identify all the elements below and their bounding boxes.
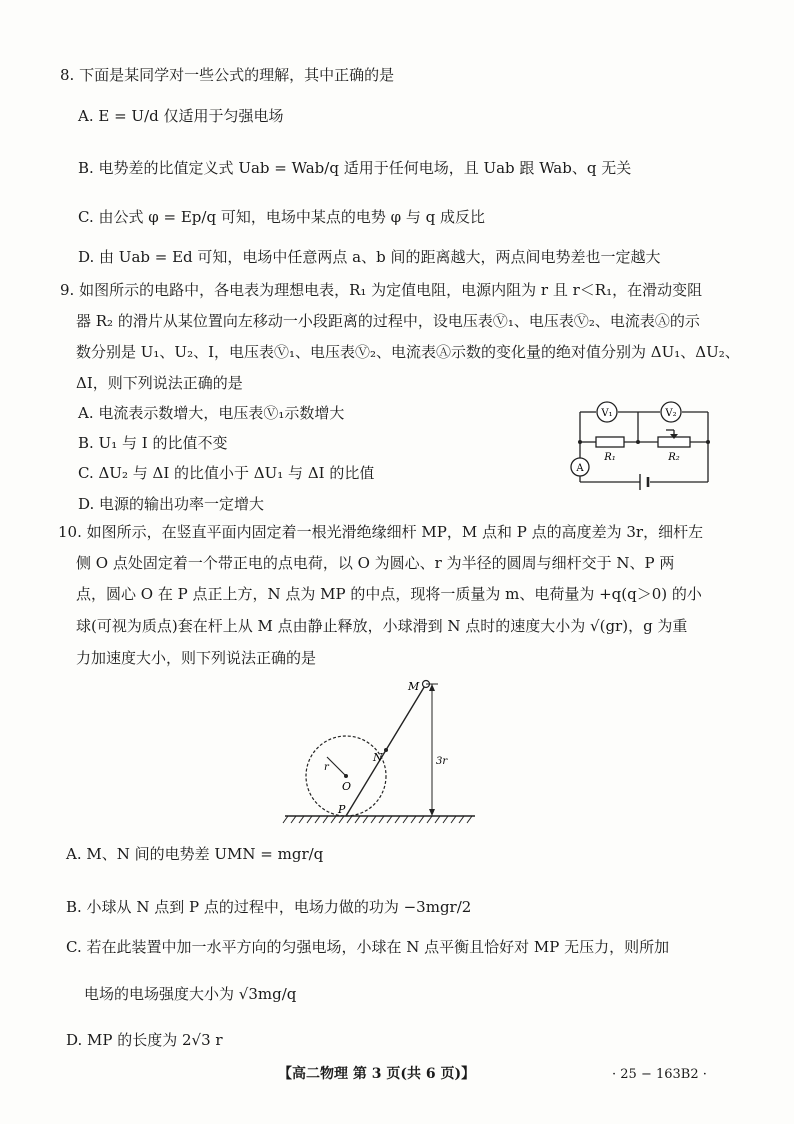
q8-stem: 8. 下面是某同学对一些公式的理解，其中正确的是 <box>60 66 395 84</box>
q10-stem-line2: 侧 O 点处固定着一个带正电的点电荷，以 O 为圆心、r 为半径的圆周与细杆交于 N、P 两 <box>76 554 675 572</box>
label-o: O <box>342 780 352 793</box>
q8-option-b: B. 电势差的比值定义式 Uab = Wab/q 适用于任何电场，且 Uab 跟 Wab、q 无关 <box>78 159 632 177</box>
q10-stem-line1: 10. 如图所示，在竖直平面内固定着一根光滑绝缘细杆 MP，M 点和 P 点的高度差为 3r，细杆左 <box>58 523 704 541</box>
q10-option-c-line1: C. 若在此装置中加一水平方向的匀强电场，小球在 N 点平衡且恰好对 MP 无压力，则所加 <box>66 938 670 956</box>
q10-option-c-line2: 电场的电场强度大小为 √3mg/q <box>84 985 297 1003</box>
q10-stem-line3: 点，圆心 O 在 P 点正上方，N 点为 MP 的中点，现将一质量为 m、电荷量为 +q(q＞0) 的小 <box>76 585 702 603</box>
label-p: P <box>338 803 346 816</box>
ammeter-label: A <box>576 463 584 474</box>
q10-option-b: B. 小球从 N 点到 P 点的过程中，电场力做的功为 −3mgr/2 <box>66 898 472 916</box>
rod-circle-figure <box>280 676 480 826</box>
footer-page-label: 【高二物理 第 3 页(共 6 页)】 <box>278 1066 476 1082</box>
resistor-r1 <box>596 437 624 447</box>
q9-stem-line2: 器 R₂ 的滑片从某位置向左移动一小段距离的过程中，设电压表Ⓥ₁、电压表Ⓥ₂、电流表Ⓐ的示 <box>76 312 700 330</box>
r2-label: R₂ <box>668 452 680 463</box>
v2-label: V₂ <box>665 408 677 419</box>
q9-option-a: A. 电流表示数增大，电压表Ⓥ₁示数增大 <box>78 404 345 422</box>
v1-label: V₁ <box>601 408 613 419</box>
label-r: r <box>324 762 329 773</box>
label-m: M <box>408 680 420 693</box>
q9-option-c: C. ΔU₂ 与 ΔI 的比值小于 ΔU₁ 与 ΔI 的比值 <box>78 464 375 482</box>
q10-stem-line5: 力加速度大小，则下列说法正确的是 <box>76 649 317 667</box>
q8-option-c: C. 由公式 φ = Ep/q 可知，电场中某点的电势 φ 与 q 成反比 <box>78 208 486 226</box>
q9-stem-line1: 9. 如图所示的电路中，各电表为理想电表，R₁ 为定值电阻，电源内阻为 r 且 r＜R₁，在滑动变阻 <box>60 281 703 299</box>
q9-option-b: B. U₁ 与 I 的比值不变 <box>78 434 228 452</box>
q9-stem-line3: 数分别是 U₁、U₂、I，电压表Ⓥ₁、电压表Ⓥ₂、电流表Ⓐ示数的变化量的绝对值分别为 ΔU₁、ΔU₂、 <box>76 343 740 361</box>
q9-option-d: D. 电源的输出功率一定增大 <box>78 495 265 513</box>
r1-label: R₁ <box>604 452 616 463</box>
q8-option-d: D. 由 Uab = Ed 可知，电场中任意两点 a、b 间的距离越大，两点间电势差也一定越大 <box>78 248 661 266</box>
footer-code: · 25 − 163B2 · <box>612 1067 707 1082</box>
q10-option-d: D. MP 的长度为 2√3 r <box>66 1031 223 1049</box>
q8-option-a: A. E = U/d 仅适用于匀强电场 <box>78 107 284 125</box>
q10-stem-line4: 球(可视为质点)套在杆上从 M 点由静止释放，小球滑到 N 点时的速度大小为 √(gr)，g 为重 <box>76 617 688 635</box>
q9-stem-line4: ΔI，则下列说法正确的是 <box>76 374 243 392</box>
label-n: N <box>373 751 383 764</box>
q10-option-a: A. M、N 间的电势差 UMN = mgr/q <box>66 845 324 863</box>
label-3r: 3r <box>436 756 448 767</box>
circuit-diagram <box>560 396 720 500</box>
